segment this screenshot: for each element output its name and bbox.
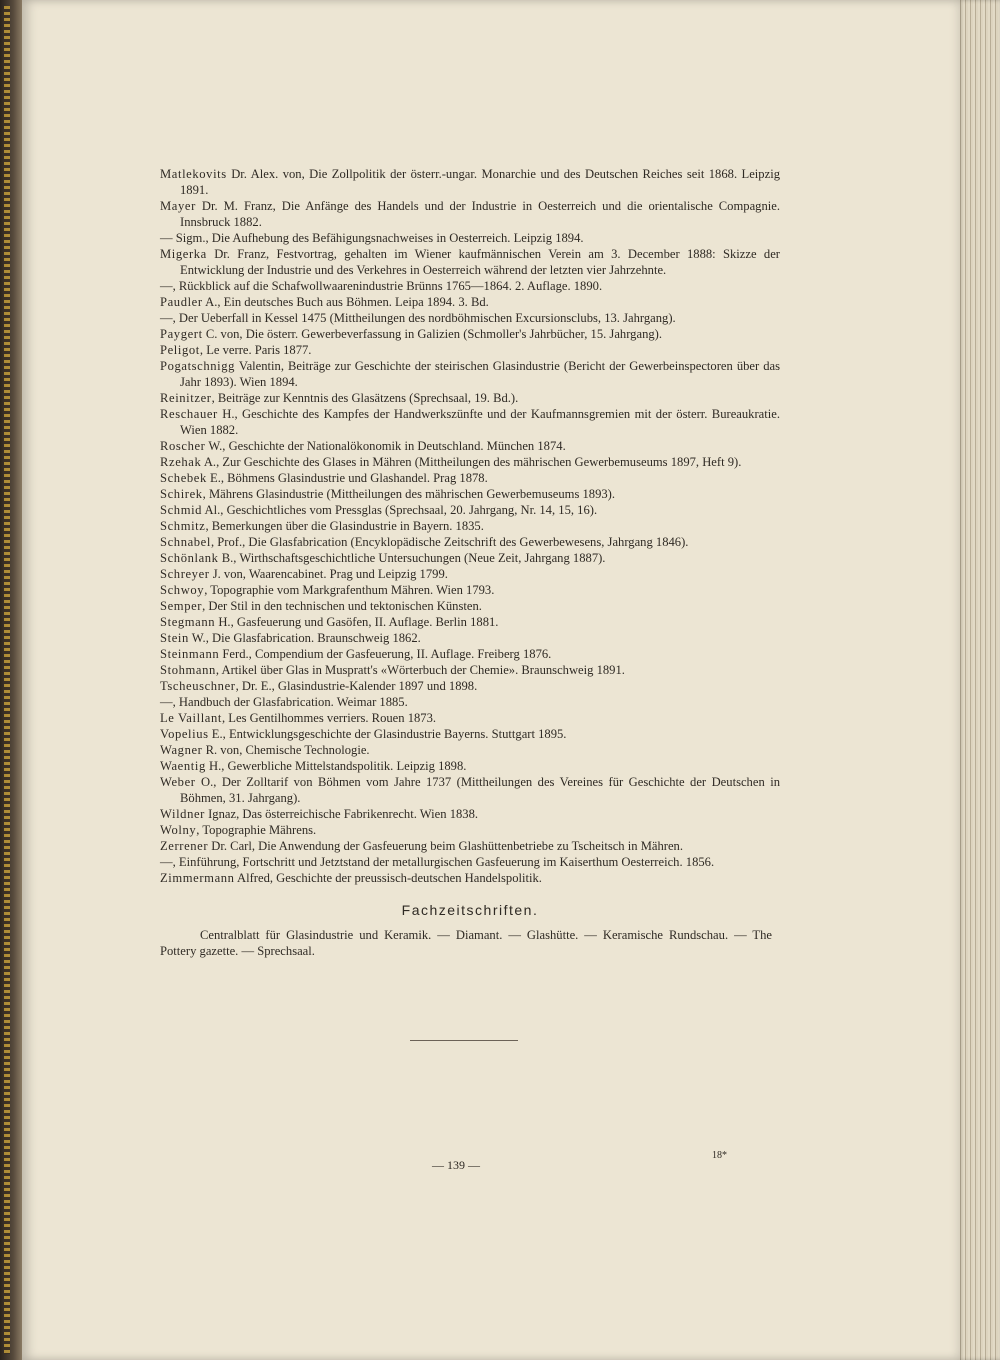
bibliography-entry (160, 854, 780, 870)
author-name: Wagner (160, 743, 203, 757)
bibliography-entry (160, 870, 780, 886)
entry-text: —, Einführung, Fortschritt und Jetztstand der metallurgischen Gasfeuerung im Kaiserthum Oesterreich. 1856. (160, 855, 715, 869)
entry-text: , Artikel über Glas in Muspratt's «Wörterbuch der Chemie». Braunschweig 1891. (215, 663, 625, 677)
entry-text: Dr. M. Franz, Die Anfänge des Handels und der Industrie in Oesterreich und die orientalische Compagnie. Innsbruck 1882. (180, 199, 780, 229)
author-name: Migerka (160, 247, 207, 261)
bibliography-entry (160, 646, 780, 662)
entry-text: A., Zur Geschichte des Glases in Mähren (Mittheilungen des mährischen Gewerbemuseums 1897, Heft 9). (201, 455, 742, 469)
entry-text: H., Gewerbliche Mittelstandspolitik. Leipzig 1898. (205, 759, 467, 773)
author-name: Schmid (160, 503, 203, 517)
author-name: Wolny (160, 823, 197, 837)
signature-mark: 18* (712, 1150, 727, 1161)
entry-text: , Mährens Glasindustrie (Mittheilungen des mährischen Gewerbemuseums 1893). (202, 487, 616, 501)
entry-text: W., Geschichte der Nationalökonomik in Deutschland. München 1874. (205, 439, 566, 453)
entry-text: W., Die Glasfabrication. Braunschweig 1862. (188, 631, 421, 645)
bibliography-entry (160, 662, 780, 678)
author-name: Wildner (160, 807, 205, 821)
bibliography-entry (160, 486, 780, 502)
author-name: Stegmann (160, 615, 216, 629)
author-name: Pogatschnigg (160, 359, 236, 373)
page-number: — 139 — (432, 1158, 480, 1172)
entry-text: H., Gasfeuerung und Gasöfen, II. Auflage. Berlin 1881. (215, 615, 499, 629)
entry-text: Ferd., Compendium der Gasfeuerung, II. Auflage. Freiberg 1876. (219, 647, 552, 661)
author-name: Schönlank (160, 551, 219, 565)
entry-text: A., Ein deutsches Buch aus Böhmen. Leipa 1894. 3. Bd. (202, 295, 489, 309)
bibliography-list (160, 166, 780, 886)
author-name: Zerrener (160, 839, 209, 853)
bibliography-entry (160, 550, 780, 566)
entry-text: O., Der Zolltarif von Böhmen vom Jahre 1737 (Mittheilungen des Vereines für Geschichte der Deutschen in Böhmen, 31. Jahrgang). (180, 775, 780, 805)
bibliography-entry (160, 406, 780, 438)
entry-text: R. von, Chemische Technologie. (202, 743, 370, 757)
author-name: Schnabel (160, 535, 211, 549)
bibliography-entry (160, 678, 780, 694)
author-name: Peligot (160, 343, 200, 357)
entry-text: , Bemerkungen über die Glasindustrie in Bayern. 1835. (205, 519, 484, 533)
bibliography-entry (160, 502, 780, 518)
author-name: Roscher (160, 439, 206, 453)
bibliography-entry (160, 518, 780, 534)
entry-text: Ignaz, Das österreichische Fabrikenrecht. Wien 1838. (204, 807, 479, 821)
author-name: Stein (160, 631, 189, 645)
bibliography-entry (160, 598, 780, 614)
bibliography-entry (160, 566, 780, 582)
entry-text: J. von, Waarencabinet. Prag und Leipzig 1799. (209, 567, 448, 581)
journal-list: Centralblatt für Glasindustrie und Keramik. — Diamant. — Glashütte. — Keramische Rundschau. — The Pottery gazette. — Sprechsaal. (160, 928, 772, 958)
author-name: Schreyer (160, 567, 210, 581)
author-name: Mayer (160, 199, 196, 213)
bibliography-entry (160, 582, 780, 598)
entry-text: Alfred, Geschichte der preussisch-deutschen Handelspolitik. (234, 871, 542, 885)
author-name: Vopelius (160, 727, 209, 741)
bibliography-entry (160, 438, 780, 454)
entry-text: Dr. Franz, Festvortrag, gehalten im Wiener kaufmännischen Verein am 3. December 1888: Skizze der Entwicklung der Industrie und des Verkehres in Oesterreich während der letzten vier Jahrzehnte. (180, 247, 780, 277)
entry-text: , Der Stil in den technischen und tektonischen Künsten. (202, 599, 482, 613)
entry-text: H., Geschichte des Kampfes der Handwerkszünfte und der Kaufmannsgremien mit der österr. Bureaukratie. Wien 1882. (180, 407, 780, 437)
bibliography-entry (160, 278, 780, 294)
author-name: Reschauer (160, 407, 218, 421)
author-name: Paygert (160, 327, 203, 341)
entry-text: , Le verre. Paris 1877. (199, 343, 312, 357)
entry-text: E., Entwicklungsgeschichte der Glasindustrie Bayerns. Stuttgart 1895. (208, 727, 567, 741)
entry-text: , Topographie Mährens. (196, 823, 317, 837)
book-binding (0, 0, 22, 1360)
bibliography-entry (160, 294, 780, 310)
bibliography-entry (160, 822, 780, 838)
bibliography-entry (160, 710, 780, 726)
author-name: Reinitzer (160, 391, 212, 405)
bibliography-entry (160, 390, 780, 406)
bibliography-entry (160, 742, 780, 758)
bibliography-entry (160, 310, 780, 326)
author-name: Schirek (160, 487, 203, 501)
page-stack-edge (958, 0, 1000, 1360)
section-heading: Fachzeitschriften. (401, 902, 539, 918)
author-name: Schmitz (160, 519, 206, 533)
binding-edge (4, 6, 10, 1354)
bibliography-entry (160, 758, 780, 774)
author-name: Semper (160, 599, 203, 613)
entry-text: E., Böhmens Glasindustrie und Glashandel. Prag 1878. (206, 471, 488, 485)
entry-text: , Dr. E., Glasindustrie-Kalender 1897 und 1898. (235, 679, 478, 693)
author-name: Tscheuschner (160, 679, 236, 693)
entry-text: —, Handbuch der Glasfabrication. Weimar 1885. (160, 695, 408, 709)
bibliography-entry (160, 326, 780, 342)
entry-text: , Prof., Die Glasfabrication (Encyklopädische Zeitschrift des Gewerbewesens, Jahrgang 1846). (210, 535, 689, 549)
bibliography-entry (160, 230, 780, 246)
author-name: Weber (160, 775, 196, 789)
entry-text: C. von, Die österr. Gewerbeverfassung in Galizien (Schmoller's Jahrbücher, 15. Jahrgang). (202, 327, 662, 341)
entry-text: —, Rückblick auf die Schafwollwaarenindustrie Brünns 1765—1864. 2. Auflage. 1890. (160, 279, 603, 293)
author-name: Rzehak (160, 455, 202, 469)
closing-rule (410, 1040, 518, 1041)
entry-text: —, Der Ueberfall in Kessel 1475 (Mittheilungen des nordböhmischen Excursionsclubs, 13. Jahrgang). (160, 311, 676, 325)
bibliography-entry (160, 726, 780, 742)
bibliography-entry (160, 166, 780, 198)
bibliography-entry (160, 454, 780, 470)
entry-text: , Beiträge zur Kenntnis des Glasätzens (Sprechsaal, 19. Bd.). (211, 391, 519, 405)
bibliography-entry (160, 246, 780, 278)
bibliography-entry (160, 774, 780, 806)
entry-text: Dr. Carl, Die Anwendung der Gasfeuerung beim Glashüttenbetriebe zu Tscheitsch in Mähren. (208, 839, 684, 853)
bibliography-entry (160, 838, 780, 854)
bibliography-entry (160, 614, 780, 630)
author-name: Schebek (160, 471, 207, 485)
entry-text: Dr. Alex. von, Die Zollpolitik der österr.-ungar. Monarchie und des Deutschen Reiches seit 1868. Leipzig 1891. (180, 167, 780, 197)
author-name: Matlekovits (160, 167, 227, 181)
bibliography-entry (160, 534, 780, 550)
bibliography-entry (160, 342, 780, 358)
author-name: Steinmann (160, 647, 220, 661)
author-name: Zimmermann (160, 871, 235, 885)
author-name: Paudler (160, 295, 203, 309)
entry-text: Valentin, Beiträge zur Geschichte der steirischen Glasindustrie (Bericht der Gewerbeinspectoren über das Jahr 1893). Wien 1894. (180, 359, 780, 389)
author-name: Stohmann (160, 663, 216, 677)
author-name: Le Vaillant (160, 711, 222, 725)
author-name: Waentig (160, 759, 206, 773)
bibliography-entry (160, 198, 780, 230)
entry-text: , Topographie vom Markgrafenthum Mähren. Wien 1793. (204, 583, 495, 597)
entry-text: , Les Gentilhommes verriers. Rouen 1873. (221, 711, 437, 725)
bibliography-entry (160, 630, 780, 646)
author-name: Schwoy (160, 583, 205, 597)
entry-text: Al., Geschichtliches vom Pressglas (Sprechsaal, 20. Jahrgang, Nr. 14, 15, 16). (202, 503, 598, 517)
bibliography-entry (160, 694, 780, 710)
entry-text: B., Wirthschaftsgeschichtliche Untersuchungen (Neue Zeit, Jahrgang 1887). (218, 551, 606, 565)
entry-text: — Sigm., Die Aufhebung des Befähigungsnachweises in Oesterreich. Leipzig 1894. (160, 231, 584, 245)
bibliography-entry (160, 806, 780, 822)
bibliography-entry (160, 358, 780, 390)
bibliography-entry (160, 470, 780, 486)
